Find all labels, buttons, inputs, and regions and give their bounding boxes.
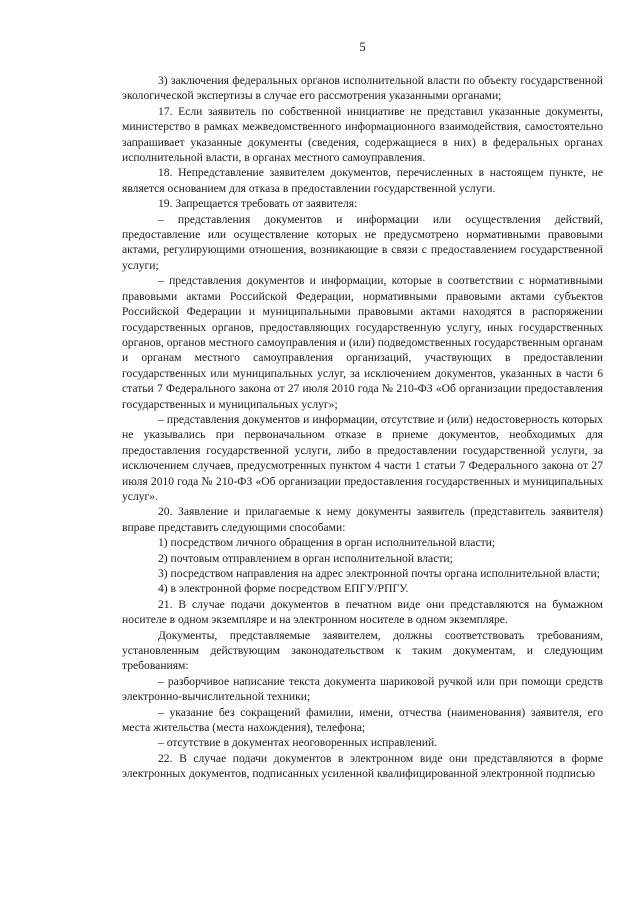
paragraph-19-dash-3: – представления документов и информации, отсутствие и (или) недостоверность которых не указывались при первоначальном отказе в приеме документов, необходимых для предоставления государственной услуги, либо в предоставлении государственной услуги, за исключением случаев, предусмотренных пунктом 4 части 1 статьи 7 Федерального закона от 27 июля 2010 года № 210-ФЗ «Об организации предоставления государственных и муниципальных услуг». xyxy=(122,412,603,503)
paragraph-20-item-1: 1) посредством личного обращения в орган исполнительной власти; xyxy=(158,536,496,550)
paragraph-21-requirements: Документы, представляемые заявителем, должны соответствовать требованиям, установленным действующим законодательством к таким документам, и следующим требованиям: xyxy=(122,628,603,673)
paragraph-19-dash-2: – представления документов и информации, которые в соответствии с нормативными правовыми актами Российской Федерации, нормативными правовыми актами субъектов Российской Федерации и муниципальными правовыми актами находятся в распоряжении государственных органов, предоставляющих государственную услугу, иных государственных органов, органов местного самоуправления и (или) подведомственных государственным органам и органам местного самоуправления организаций, участвующих в предоставлении государственных или муниципальных услуг, за исключением документов, указанных в части 6 статьи 7 Федерального закона от 27 июля 2010 года № 210-ФЗ «Об организации предоставления государственных и муниципальных услуг»; xyxy=(122,274,603,411)
paragraph-21-dash-3: – отсутствие в документах неоговоренных исправлений. xyxy=(158,736,438,750)
paragraph-20-item-2: 2) почтовым отправлением в орган исполнительной власти; xyxy=(158,551,453,565)
paragraph-item-3: 3) заключения федеральных органов исполнительной власти по объекту государственной экологической экспертизы в случае его рассмотрения указанными органами; xyxy=(122,74,603,103)
paragraph-20-item-4: 4) в электронной форме посредством ЕПГУ/РПГУ. xyxy=(158,582,409,596)
paragraph-21: 21. В случае подачи документов в печатном виде они представляются на бумажном носителе в одном экземпляре и на электронном носителе в одном экземпляре. xyxy=(122,597,603,627)
paragraph-20: 20. Заявление и прилагаемые к нему документы заявитель (представитель заявителя) вправе представить следующими способами: xyxy=(122,505,603,534)
paragraph-22: 22. В случае подачи документов в электронном виде они представляются в форме электронных документов, подписанных усиленной квалифицированной электронной подписью xyxy=(122,751,603,781)
paragraph-19-dash-1: – представления документов и информации или осуществления действий, предоставление или осуществление которых не предусмотрено нормативными правовыми актами, регулирующими отношения, возникающие в связи с предоставлением государственной услуги; xyxy=(122,212,603,272)
paragraph-17: 17. Если заявитель по собственной инициативе не представил указанные документы, министерство в рамках межведомственного информационного взаимодействия, самостоятельно запрашивает указанные документы (сведения, содержащиеся в них) в федеральных органах исполнительной власти, в органах местного самоуправления. xyxy=(122,104,603,165)
paragraph-21-dash-2: – указание без сокращений фамилии, имени, отчества (наименования) заявителя, его места жительства (места нахождения), телефона; xyxy=(122,705,603,735)
paragraph-20-item-3: 3) посредством направления на адрес электронной почты органа исполнительной власти; xyxy=(158,567,600,580)
page-number: 5 xyxy=(359,40,366,54)
paragraph-18: 18. Непредставление заявителем документов, перечисленных в настоящем пункте, не является основанием для отказа в предоставлении государственной услуги. xyxy=(122,166,603,195)
paragraph-21-dash-1: – разборчивое написание текста документа шариковой ручкой или при помощи средств электронно-вычислительной техники; xyxy=(122,674,603,704)
paragraph-19: 19. Запрещается требовать от заявителя: xyxy=(158,197,358,211)
